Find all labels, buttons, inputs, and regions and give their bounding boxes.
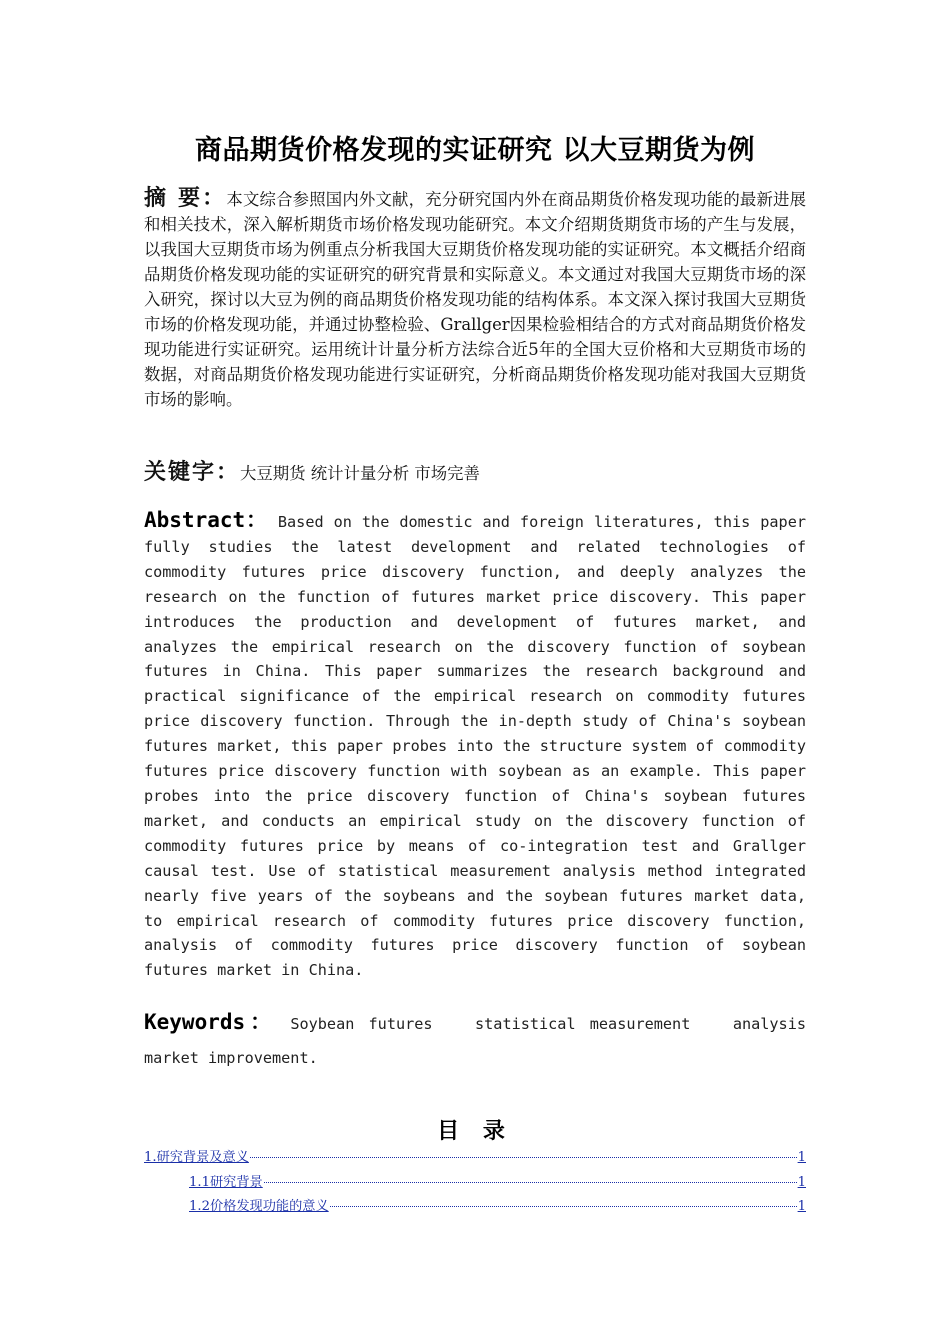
english-keywords-text: Soybean futures statistical measurement analysis market improvement. [144, 1015, 816, 1067]
toc-entry-label: 1.研究背景及意义 [144, 1150, 249, 1165]
toc-entry-1-2[interactable] [189, 1195, 806, 1220]
english-abstract-text: Based on the domestic and foreign literatures, this paper fully studies the latest development and related technologies of commodity futures price discovery function, and deeply analyzes the research on the function of futures market price discovery. This paper introduces the production and development of futures market, and analyzes the empirical research on the discovery function of soybean futures in China. This paper summarizes the research background and practical significance of the empirical research on commodity futures price discovery function. Through the in-depth study of China's soybean futures market, this paper probes into the structure system of commodity futures price discovery function with soybean as an example. This paper probes into the price discovery function of China's soybean futures market, and conducts an empirical study on the discovery function of commodity futures price by means of co-integration test and Grallger causal test. Use of statistical measurement analysis method integrated nearly five years of the soybeans and the soybean futures market data, to empirical research of commodity futures price discovery function, analysis of commodity futures price discovery function of soybean futures market in China. [144, 513, 806, 980]
chinese-keywords [144, 456, 806, 491]
toc-entry-label: 1.1研究背景 [189, 1174, 263, 1190]
english-keywords-label: Keywords： [144, 1010, 277, 1034]
toc-dot-leader [264, 1182, 797, 1183]
toc-dot-leader [250, 1157, 797, 1158]
toc-heading: 目 录 [437, 1119, 513, 1144]
toc-entry-label: 1.2价格发现功能的意义 [189, 1199, 329, 1214]
chinese-keywords-label: 关键字： [144, 460, 241, 485]
english-keywords [144, 1005, 816, 1075]
english-abstract [144, 508, 806, 983]
chinese-keywords-text: 大豆期货 统计计量分析 市场完善 [240, 464, 480, 483]
chinese-abstract-text: 本文综合参照国内外文献，充分研究国内外在商品期货价格发现功能的最新进展和相关技术，深入解析期货市场价格发现功能研究。本文介绍期货期货市场的产生与发展，以我国大豆期货市场为例重点分析我国大豆期货价格发现功能的实证研究。本文概括介绍商品期货价格发现功能的实证研究的研究背景和实际意义。本文通过对我国大豆期货市场的深入研究，探讨以大豆为例的商品期货价格发现功能的结构体系。本文深入探讨我国大豆期货市场的价格发现功能，并通过协整检验、Grallger因果检验相结合的方式对商品期货价格发现功能进行实证研究。运用统计计量分析方法综合近5年的全国大豆价格和大豆期货市场的数据，对商品期货价格发现功能进行实证研究，分析商品期货价格发现功能对我国大豆期货市场的影响。 [144, 190, 807, 409]
toc-dot-leader [330, 1206, 797, 1207]
toc-page-number: 1 [797, 1174, 806, 1190]
document-title: 商品期货价格发现的实证研究 以大豆期货为例 [195, 135, 755, 166]
toc-entry-1[interactable] [144, 1146, 806, 1171]
toc-entry-1-1[interactable] [189, 1171, 806, 1196]
chinese-abstract [144, 186, 806, 412]
toc-page-number: 1 [797, 1199, 806, 1214]
toc-page-number: 1 [797, 1150, 806, 1165]
chinese-abstract-label: 摘 要： [144, 186, 227, 211]
table-of-contents [144, 1146, 806, 1220]
english-abstract-label: Abstract： [144, 508, 268, 532]
